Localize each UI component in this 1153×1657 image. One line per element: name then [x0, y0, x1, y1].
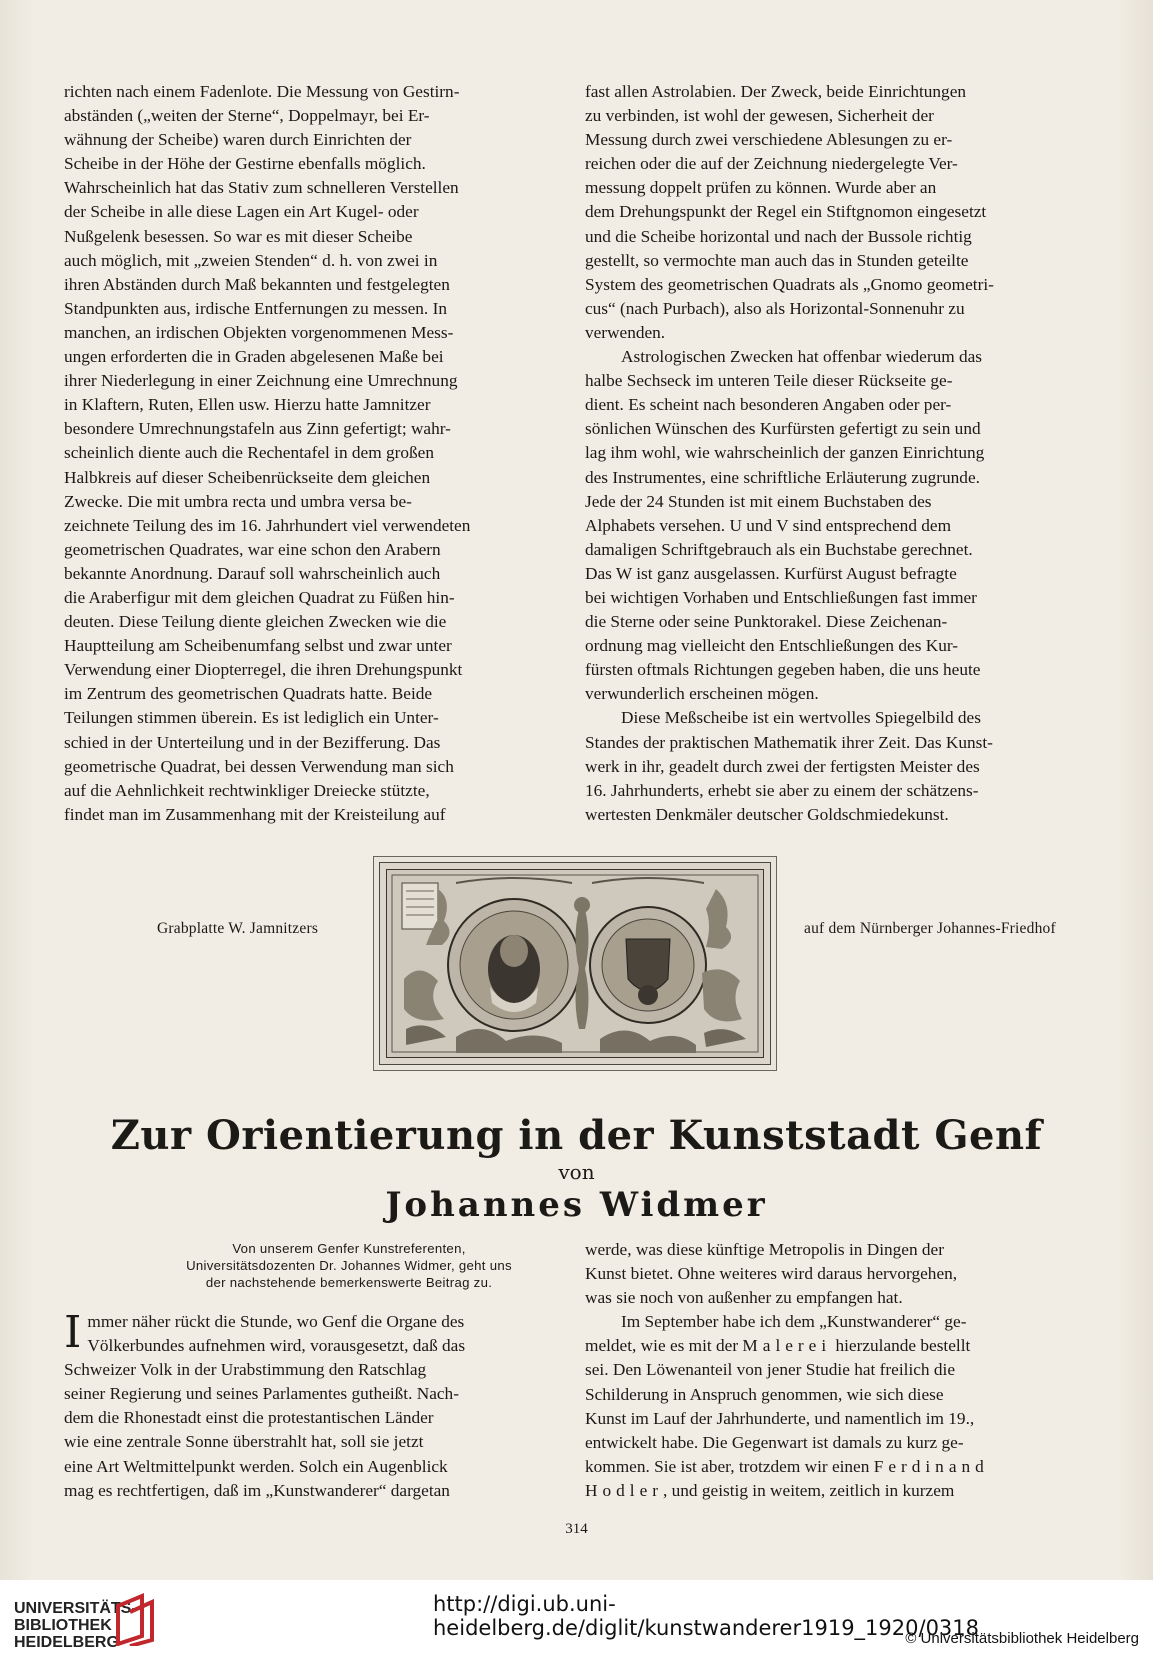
- copyright-notice: © Universitätsbibliothek Heidelberg: [905, 1630, 1139, 1647]
- text-line: verwunderlich erscheinen mögen.: [585, 684, 819, 704]
- text-line: [585, 1334, 1089, 1358]
- text-line: Halbkreis auf dieser Scheibenrückseite dem gleichen: [64, 467, 431, 487]
- text-line: sönlichen Wünschen des Kurfürsten gefertigt zu sein und: [585, 419, 981, 439]
- text-line: Standpunkten aus, irdische Entfernungen zu messen. In: [64, 298, 447, 318]
- text-line: dient. Es scheint nach besonderen Angaben oder per-: [585, 395, 952, 415]
- text-line: Schweizer Volk in der Urabstimmung den Ratschlag: [64, 1360, 427, 1380]
- logo-line: UNIVERSITÄTS-: [14, 1600, 137, 1617]
- text-line: im Zentrum des geometrischen Quadrats hatte. Beide: [64, 684, 433, 704]
- text-line: cus“ (nach Purbach), also als Horizontal-Sonnenuhr zu: [585, 298, 965, 318]
- spaced-word: Hodler: [585, 1480, 663, 1500]
- spaced-word: Malerei: [742, 1336, 832, 1356]
- text-line: schied in der Unterteilung und in der Bezifferung. Das: [64, 732, 441, 752]
- text-line: wähnung der Scheibe) waren durch Einrichten der: [64, 130, 412, 150]
- text-line: verwenden.: [585, 322, 666, 342]
- article-title: Zur Orientierung in der Kunststadt Genf: [110, 1112, 1043, 1159]
- page-number: 314: [565, 1521, 588, 1537]
- column-left-bottom: [64, 1307, 566, 1503]
- text-line: Teilungen stimmen überein. Es ist lediglich ein Unter-: [64, 708, 439, 728]
- text-line: dem Drehungspunkt der Regel ein Stiftgnomon eingesetzt: [585, 202, 987, 222]
- text-line: ihrer Niederlegung in einer Zeichnung eine Umrechnung: [64, 371, 458, 391]
- article-byline-von: von: [558, 1160, 595, 1184]
- text-line: ordnung mag vielleicht den Entschließungen des Kur-: [585, 636, 959, 656]
- text-line: reichen oder die auf der Zeichnung niedergelegte Ver-: [585, 154, 958, 174]
- text-line: ihren Abständen durch Maß bekannten und festgelegten: [64, 274, 450, 294]
- drop-cap: I: [64, 1307, 82, 1358]
- text-line: fürsten oftmals Richtungen gegeben haben, die uns heute: [585, 660, 981, 680]
- editorial-note: [130, 1240, 568, 1291]
- paragraph: [585, 1310, 1089, 1503]
- text-line: System des geometrischen Quadrats als „Gnomo geometri-: [585, 274, 994, 294]
- figure-caption-left: Grabplatte W. Jamnitzers: [157, 920, 319, 937]
- text-line: geometrische Quadrat, bei dessen Verwendung man sich: [64, 756, 454, 776]
- logo-line: HEIDELBERG: [14, 1634, 119, 1651]
- paragraph: [585, 80, 1089, 345]
- text-line: in Klaftern, Ruten, Ellen usw. Hierzu hatte Jamnitzer: [64, 395, 431, 415]
- text-line: Verwendung einer Diopterregel, die ihren Drehungspunkt: [64, 660, 463, 680]
- text-line: manchen, an irdischen Objekten vorgenommenen Mess-: [64, 322, 454, 342]
- text-line: die Sterne oder seine Punktorakel. Diese Zeichenan-: [585, 612, 948, 632]
- text-line: der Scheibe in alle diese Lagen ein Art Kugel- oder: [64, 202, 419, 222]
- text-fragment: meldet, wie es mit der: [585, 1336, 743, 1356]
- text-line: Astrologischen Zwecken hat offenbar wiederum das: [621, 347, 983, 367]
- text-line: Kunst bietet. Ohne weiteres wird daraus hervorgehen,: [585, 1264, 958, 1284]
- text-line: Scheibe in der Höhe der Gestirne ebenfalls möglich.: [64, 154, 426, 174]
- grave-plate-relief-image: [386, 869, 764, 1058]
- text-line: bei wichtigen Vorhaben und Entschließungen fast immer: [585, 587, 977, 607]
- digital-library-link[interactable]: http://digi.ub.uni-heidelberg.de/diglit/kunstwanderer1919_1920/0318: [433, 1592, 980, 1640]
- grave-plate-figure: [373, 856, 777, 1071]
- text-line: Jede der 24 Stunden ist mit einem Buchstaben des: [585, 491, 932, 511]
- text-line: [585, 1479, 1089, 1503]
- column-right-top: [585, 80, 1089, 827]
- text-line: auf die Aehnlichkeit rechtwinkliger Dreiecke stützte,: [64, 780, 430, 800]
- paragraph: [585, 706, 1089, 826]
- text-line: 16. Jahrhunderts, erhebt sie aber zu einem der schätzens-: [585, 780, 979, 800]
- text-line: lag ihm wohl, wie wahrscheinlich der ganzen Einrichtung: [585, 443, 985, 463]
- text-line: Standes der praktischen Mathematik ihrer Zeit. Das Kunst-: [585, 732, 993, 752]
- text-line: die Araberfigur mit dem gleichen Quadrat zu Füßen hin-: [64, 587, 455, 607]
- text-fragment: hierzulande bestellt: [831, 1336, 971, 1356]
- text-line: Nußgelenk besessen. So war es mit dieser Scheibe: [64, 226, 413, 246]
- text-line: auch möglich, mit „zweien Stenden“ d. h. von zwei in: [64, 250, 438, 270]
- text-line: werk in ihr, geadelt durch zwei der fertigsten Meister des: [585, 756, 980, 776]
- text-line: des Instrumentes, eine schriftliche Erläuterung zugrunde.: [585, 467, 980, 487]
- text-line: wie eine zentrale Sonne überstrahlt hat, soll sie jetzt: [64, 1432, 424, 1452]
- text-line: Diese Meßscheibe ist ein wertvolles Spiegelbild des: [621, 708, 981, 728]
- text-line: und die Scheibe horizontal und nach der Bussole richtig: [585, 226, 972, 246]
- text-line: Völkerbundes aufnehmen wird, vorausgesetzt, daß das: [87, 1336, 466, 1356]
- text-line: werde, was diese künftige Metropolis in Dingen der: [585, 1240, 944, 1259]
- library-logo-icon: [112, 1592, 156, 1646]
- text-line: findet man im Zusammenhang mit der Kreisteilung auf: [64, 804, 446, 824]
- text-fragment: kommen. Sie ist aber, trotzdem wir einen: [585, 1456, 874, 1476]
- text-line: gestellt, so vermochte man auch das in Stunden geteilte: [585, 250, 969, 270]
- text-line: messung doppelt prüfen zu können. Wurde aber an: [585, 178, 937, 198]
- text-line: Im September habe ich dem „Kunstwanderer“ ge-: [621, 1312, 967, 1332]
- text-line: richten nach einem Fadenlote. Die Messung von Gestirn-: [64, 82, 460, 101]
- text-line: Alphabets versehen. U und V sind entsprechend dem: [585, 515, 952, 535]
- text-line: eine Art Weltmittelpunkt werden. Solch ein Augenblick: [64, 1456, 448, 1476]
- text-line: wertesten Denkmäler deutscher Goldschmiedekunst.: [585, 804, 949, 824]
- text-line: Kunst im Lauf der Jahrhunderte, und namentlich im 19.,: [585, 1408, 975, 1428]
- text-line: Das W ist ganz ausgelassen. Kurfürst August befragte: [585, 563, 957, 583]
- text-line: ungen erforderten die in Graden abgelesenen Maße bei: [64, 347, 444, 367]
- text-line: Schilderung in Anspruch genommen, wie sich diese: [585, 1384, 944, 1404]
- text-line: besondere Umrechnungstafeln aus Zinn gefertigt; wahr-: [64, 419, 451, 439]
- text-line: Von unserem Genfer Kunstreferenten,: [232, 1241, 466, 1256]
- text-line: damaligen Schriftgebrauch als ein Buchstabe gerechnet.: [585, 539, 973, 559]
- column-left-top: [64, 80, 566, 827]
- text-line: zu verbinden, ist wohl der gewesen, Sicherheit der: [585, 106, 934, 126]
- text-line: abständen („weiten der Sterne“, Doppelmayr, bei Er-: [64, 106, 430, 126]
- text-line: Zwecke. Die mit umbra recta und umbra versa be-: [64, 491, 412, 511]
- text-line: seiner Regierung und seines Parlamentes gutheißt. Nach-: [64, 1384, 459, 1404]
- text-line: mmer näher rückt die Stunde, wo Genf die Organe des: [87, 1312, 465, 1331]
- text-line: deuten. Diese Teilung diente gleichen Zwecken wie die: [64, 612, 447, 632]
- text-line: was sie noch von außenher zu empfangen hat.: [585, 1288, 903, 1308]
- text-line: zeichnete Teilung des im 16. Jahrhundert viel verwendeten: [64, 515, 471, 535]
- article-author: Johannes Widmer: [385, 1185, 768, 1225]
- text-line: Messung durch zwei verschiedene Ablesungen zu er-: [585, 130, 953, 150]
- paragraph: [585, 1238, 1089, 1310]
- spaced-word: Ferdinand: [873, 1456, 989, 1476]
- paragraph: [585, 345, 1089, 706]
- text-line: sei. Den Löwenanteil von jener Studie hat freilich die: [585, 1360, 955, 1380]
- text-line: Wahrscheinlich hat das Stativ zum schnelleren Verstellen: [64, 178, 459, 198]
- text-line: mag es rechtfertigen, daß im „Kunstwanderer“ dargetan: [64, 1480, 450, 1500]
- text-line: Hauptteilung am Scheibenumfang selbst und zwar unter: [64, 636, 452, 656]
- text-line: [585, 1455, 1089, 1479]
- text-line: dem die Rhonestadt einst die protestantischen Länder: [64, 1408, 434, 1428]
- logo-line: BIBLIOTHEK: [14, 1617, 112, 1634]
- text-line: fast allen Astrolabien. Der Zweck, beide Einrichtungen: [585, 82, 967, 101]
- text-line: halbe Sechseck im unteren Teile dieser Rückseite ge-: [585, 371, 953, 391]
- paragraph: [64, 80, 566, 827]
- column-right-bottom: [585, 1238, 1089, 1503]
- text-fragment: , und geistig in weitem, zeitlich in kurzem: [663, 1480, 955, 1500]
- text-line: entwickelt habe. Die Gegenwart ist damals zu kurz ge-: [585, 1432, 964, 1452]
- text-line: Universitätsdozenten Dr. Johannes Widmer, geht uns: [186, 1258, 512, 1273]
- figure-caption-right: auf dem Nürnberger Johannes-Friedhof: [804, 920, 1056, 937]
- paragraph: [64, 1307, 566, 1503]
- text-line: bekannte Anordnung. Darauf soll wahrscheinlich auch: [64, 563, 441, 583]
- text-line: geometrischen Quadrates, war eine schon den Arabern: [64, 539, 441, 559]
- text-line: scheinlich diente auch die Rechentafel in dem großen: [64, 443, 434, 463]
- text-line: der nachstehende bemerkenswerte Beitrag zu.: [205, 1275, 493, 1290]
